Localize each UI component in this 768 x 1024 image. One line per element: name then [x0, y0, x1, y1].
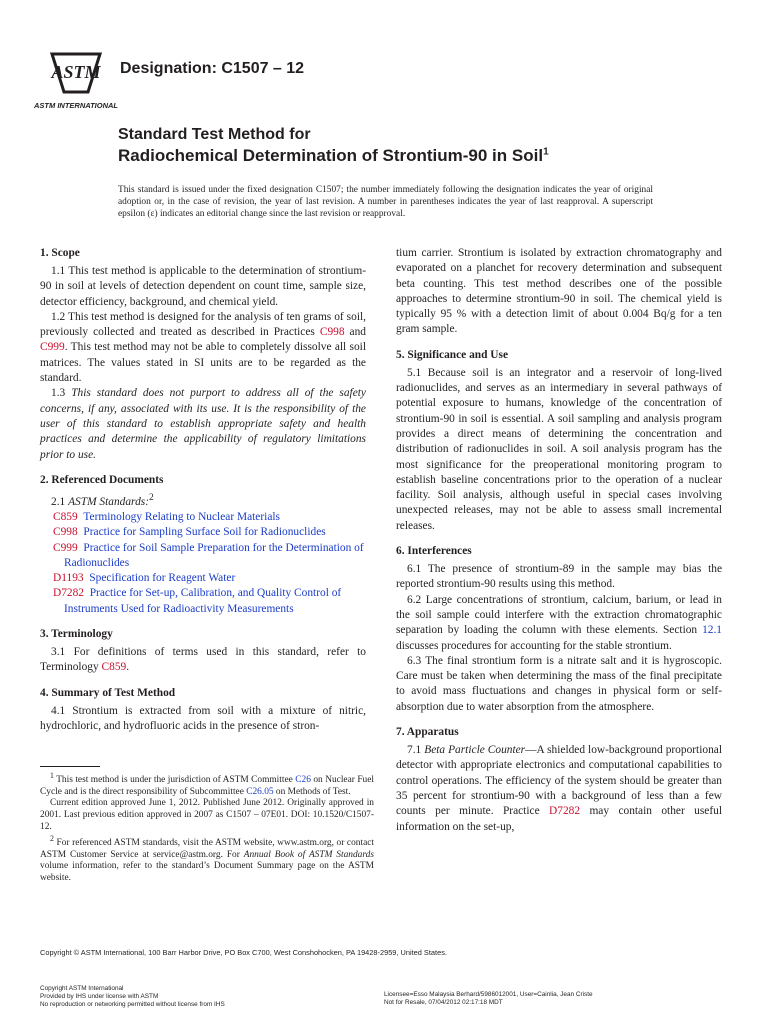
- paragraph: 2.1 ASTM Standards:$^2$: [51, 492, 154, 508]
- ref-link-c859[interactable]: C859: [101, 661, 127, 674]
- ref-entry[interactable]: C998 Practice for Sampling Surface Soil for Radionuclides: [53, 526, 326, 539]
- footnote-1: $^1$ This test method is under the jurisdiction of ASTM Committee C26 on Nuclear Fuel Cycle and is the direct responsibility of Subcommittee C26.05 on Methods of Test.: [40, 771, 374, 797]
- svg-text:ASTM: ASTM: [51, 62, 101, 82]
- paragraph: 6.2 Large concentrations of strontium, calcium, barium, or lead in the soil sample could interfere with the extraction chromatographic separation by loading the column with these elements. Section 12.1 discusses procedures for accounting for the stable strontium.: [396, 593, 722, 652]
- issuance-note: This standard is issued under the fixed designation C1507; the number immediately following the designation indicates the year of original adoption or, in the case of revision, the year of last revision. A number in parentheses indicates the year of last reapproval. A superscript epsilon (ε) indicates an editorial change since the last revision or reapproval.: [118, 185, 653, 220]
- ref-entry[interactable]: D7282 Practice for Set-up, Calibration, and Quality Control of Instruments Used for Radioactivity Measurements: [53, 587, 342, 615]
- section-terminology: [40, 627, 366, 676]
- section-heading: 4. Summary of Test Method: [40, 686, 176, 699]
- section-heading: 5. Significance and Use: [396, 348, 509, 361]
- ref-link-c998[interactable]: C998: [319, 326, 345, 339]
- paragraph: tium carrier. Strontium is isolated by extraction chromatography and evaporated on a planchet for recovery determination and subsequent beta counting. This test method describes one of the possible approaches to determine strontium-90 in soil. The chemical yield is typically 95 % with a detection limit of about 0.004 Bq/g for a ten gram sample.: [396, 247, 722, 336]
- section-heading: 1. Scope: [40, 247, 80, 259]
- section-apparatus: [396, 725, 722, 835]
- paragraph: 3.1 For definitions of terms used in this standard, refer to Terminology C859.: [40, 646, 366, 674]
- ref-entry[interactable]: D1193 Specification for Reagent Water: [53, 572, 236, 585]
- section-summary-continued: [396, 246, 722, 338]
- standard-type: Standard Test Method for: [118, 126, 311, 143]
- paragraph: 1.3 This standard does not purport to address all of the safety concerns, if any, associated with its use. It is the responsibility of the user of this standard to establish appropriate safety and health practices and determine the applicability of regulatory limitations prior to use.: [40, 387, 366, 461]
- section-summary: [40, 686, 366, 735]
- copyright-line: Copyright © ASTM International, 100 Barr Harbor Drive, PO Box C700, West Conshohocken, PA 19428-2959, United States.: [40, 948, 447, 957]
- ref-link-d7282[interactable]: D7282: [549, 805, 581, 818]
- section-interferences: [396, 544, 722, 715]
- footnote-2: $^2$ For referenced ASTM standards, visit the ASTM website, www.astm.org, or contact ASTM Customer Service at service@astm.org. For Annual Book of ASTM Standards volume information, refer to the standard’s Document Summary page on the ASTM website.: [40, 834, 374, 883]
- page-title: Radiochemical Determination of Strontium-90 in Soil$^1$: [118, 146, 549, 165]
- ref-entry[interactable]: C859 Terminology Relating to Nuclear Materials: [53, 510, 280, 523]
- section-significance: [396, 348, 722, 534]
- footnote-divider: [40, 766, 100, 767]
- section-referenced-documents: [40, 473, 366, 617]
- paragraph: 7.1 Beta Particle Counter—A shielded low-background proportional detector with appropriate electronics and computational capabilities to control operations. The efficiency of the system should be greater than 35 percent for strontium-90 with a background of less than a few counts per minute. Practice D7282 may contain other useful information on the set-up,: [396, 744, 722, 833]
- section-heading: 2. Referenced Documents: [40, 473, 164, 486]
- ref-entry[interactable]: C999 Practice for Soil Sample Preparation for the Determination of Radionuclides: [53, 541, 364, 569]
- paragraph: 1.1 This test method is applicable to the determination of strontium-90 in soil at levels of detection dependent on count time, sample size, detector efficiency, background, and chemical yield.: [40, 265, 366, 308]
- section-scope: [40, 246, 366, 463]
- astm-logo-icon: [33, 50, 119, 112]
- paragraph: 6.1 The presence of strontium-89 in the sample may bias the reported strontium-90 results using this method.: [396, 563, 722, 591]
- footnote-edition: Current edition approved June 1, 2012. Published June 2012. Originally approved in 2001. Last previous edition approved in 2007 as C1507 – 07E01. DOI: 10.1520/C1507-12.: [40, 798, 374, 832]
- section-heading: 6. Interferences: [396, 545, 472, 558]
- left-column: [40, 246, 366, 744]
- license-right: Licensee=Esso Malaysia Berhard/5986012001, User=Cainlia, Jean Criste Not for Resale, 07/04/2012 02:17:18 MDT: [384, 991, 593, 1006]
- license-left: Copyright ASTM International Provided by IHS under license with ASTM No reproduction or networking permitted without license from IHS: [40, 985, 225, 1008]
- ref-link-c999[interactable]: C999: [40, 341, 65, 354]
- paragraph: 1.2 This test method is designed for the analysis of ten grams of soil, previously collected and treated as described in Practices C998 and C999. This test method may not be able to completely dissolve all soil matrices. The values stated in SI units are to be regarded as the standard.: [40, 310, 367, 385]
- section-heading: 7. Apparatus: [396, 726, 459, 739]
- ref-link-c26-05[interactable]: C26.05: [246, 786, 274, 797]
- paragraph: 6.3 The final strontium form is a nitrate salt and it is hygroscopic. Care must be taken when determining the mass of the final precipitate to avoid mass fluctuations and changes in physical form or self-absorption due to water absorption from the atmosphere.: [396, 654, 722, 713]
- section-heading: 3. Terminology: [40, 628, 113, 641]
- footnotes: [40, 770, 374, 885]
- right-column: [396, 246, 722, 845]
- ref-link-c26[interactable]: C26: [295, 775, 311, 786]
- section-link-12-1[interactable]: 12.1: [702, 624, 722, 637]
- logo-text: ASTM INTERNATIONAL: [33, 101, 119, 110]
- paragraph: 4.1 Strontium is extracted from soil with a mixture of nitric, hydrochloric, and hydrofluoric acids in the presence of stron-: [40, 704, 366, 732]
- paragraph: 5.1 Because soil is an integrator and a reservoir of long-lived radionuclides, and serves as an intermediary in several pathways of potential exposure to humans, knowledge of the concentration of strontium-90 in soil is essential. A soil sampling and analysis program provides a direct means of determining the concentration and distribution of radionuclides in soil. A soil analysis program has the most significance for the preoperational monitoring program to establish baseline concentrations prior to the operation of a nuclear facility. Soil analysis, although useful in special cases involving unexpected releases, may not be able to assess small incremental releases.: [396, 366, 722, 532]
- title-footnote-mark: 1: [543, 146, 549, 158]
- designation: Designation: C1507 – 12: [120, 60, 305, 77]
